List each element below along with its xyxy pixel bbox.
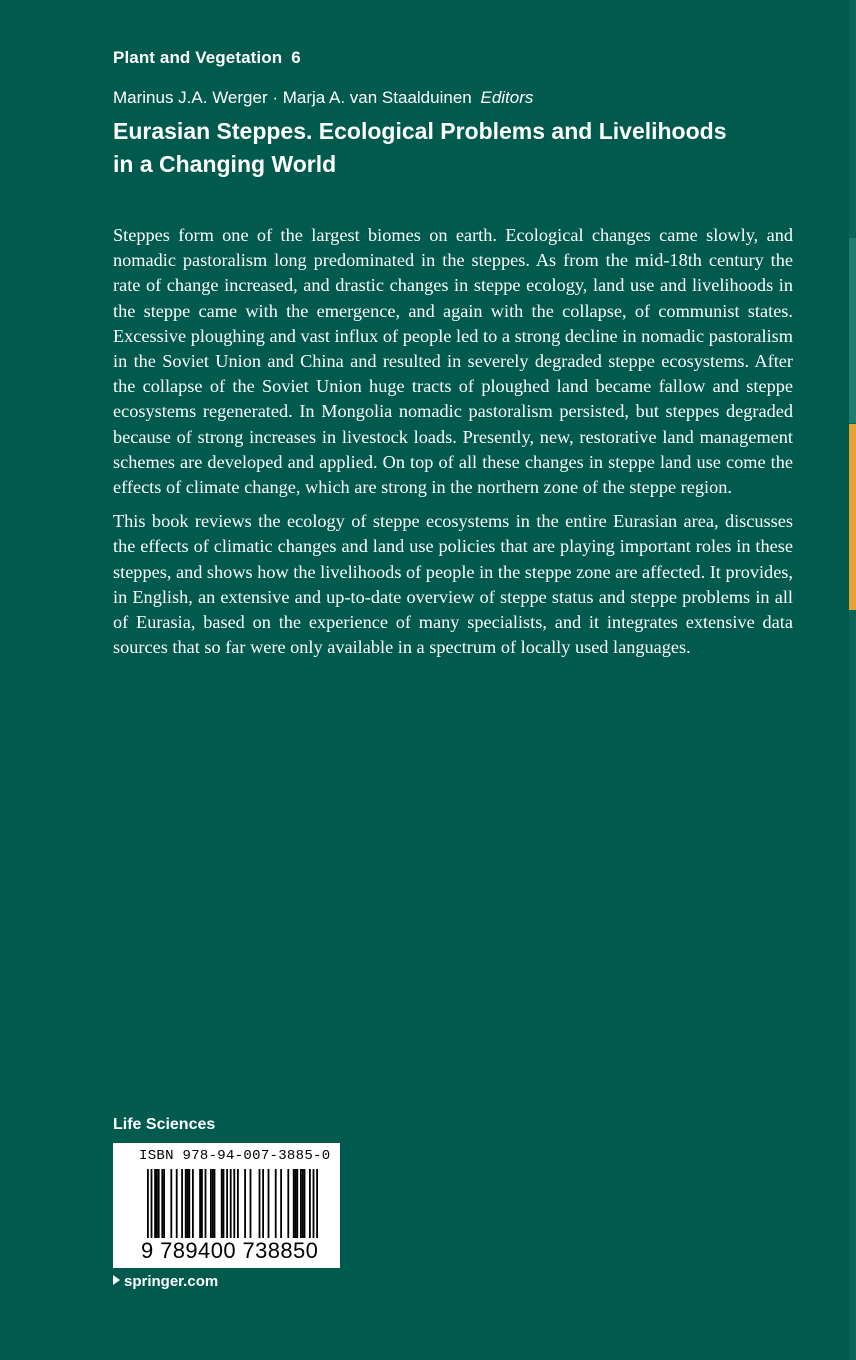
spine-edge-strip xyxy=(849,0,856,1360)
spine-teal-band xyxy=(849,238,856,423)
barcode-bar xyxy=(226,1169,228,1243)
series-title xyxy=(113,48,301,68)
barcode-bar xyxy=(293,1169,295,1243)
barcode-bar xyxy=(210,1169,212,1243)
barcode-bar xyxy=(176,1169,178,1243)
book-title-line1: Eurasian Steppes. Ecological Problems and Livelihoods xyxy=(113,118,727,144)
barcode-bar xyxy=(161,1169,163,1243)
barcode-bar xyxy=(237,1169,239,1243)
barcode-bar xyxy=(295,1169,297,1243)
editor-names: Marinus J.A. Werger · Marja A. van Staalduinen xyxy=(113,88,472,107)
series-volume: 6 xyxy=(291,48,301,67)
barcode-bar xyxy=(275,1169,277,1243)
springer-link[interactable] xyxy=(113,1273,218,1290)
barcode-bar xyxy=(163,1169,165,1243)
barcode-bar xyxy=(304,1169,306,1243)
barcode-bar xyxy=(212,1169,214,1243)
editors-role: Editors xyxy=(480,88,534,107)
springer-link-text: springer.com xyxy=(124,1273,219,1290)
blurb-paragraph-1: Steppes form one of the largest biomes on earth. Ecological changes came slowly, and nomadic pastoralism long predominated in the steppes. As from the mid-18th century the rate of change increased, and drastic changes in steppe ecology, land use and livelihoods in the steppe came with the emergence, and again with the collapse, of communist states. Excessive ploughing and vast influx of people led to a strong decline in nomadic pastoralism in the Soviet Union and China and resulted in severely degraded steppe ecosystems. After the collapse of the Soviet Union huge tracts of ploughed land became fallow and steppe ecosystems regenerated. In Mongolia nomadic pastoralism persisted, but steppes degraded because of strong increases in livestock loads. Presently, new, restorative land management schemes are developed and applied. On top of all these changes in steppe land use come the effects of climate change, which are strong in the northern zone of the steppe region. xyxy=(113,225,793,498)
barcode-bar xyxy=(188,1169,190,1243)
barcode-bar xyxy=(205,1169,207,1243)
barcode-bar xyxy=(309,1169,311,1243)
isbn-barcode xyxy=(113,1143,340,1268)
blurb-paragraph-2: This book reviews the ecology of steppe ecosystems in the entire Eurasian area, discusses the effects of climatic changes and land use policies that are playing important roles in these steppes, and shows how the livelihoods of people in the steppe zone are affected. It provides, in English, an extensive and up-to-date overview of steppe status and steppe problems in all of Eurasia, based on the experience of many specialists, and it integrates extensive data sources that so far were only available in a spectrum of locally used languages. xyxy=(113,511,793,658)
barcode-bar xyxy=(201,1169,203,1243)
series-name: Plant and Vegetation xyxy=(113,48,283,67)
barcode-bar xyxy=(259,1169,261,1243)
barcode-bar xyxy=(300,1169,302,1243)
back-cover-blurb xyxy=(113,223,793,669)
barcode-bar xyxy=(302,1169,304,1243)
barcode-bar xyxy=(287,1169,289,1243)
barcode-bar xyxy=(244,1169,246,1243)
isbn-label: ISBN 978-94-007-3885-0 xyxy=(139,1148,331,1164)
barcode-bar xyxy=(280,1169,282,1243)
barcode-bar xyxy=(262,1169,264,1243)
subject-category: Life Sciences xyxy=(113,1116,216,1133)
barcode-bar xyxy=(170,1169,172,1243)
barcode-bar xyxy=(221,1169,223,1243)
barcode-bar xyxy=(268,1169,270,1243)
spine-accent-band xyxy=(849,424,856,610)
barcode-bar xyxy=(185,1169,187,1243)
barcode-bar xyxy=(192,1169,194,1243)
barcode-bar xyxy=(156,1169,158,1243)
ean-digits: 9 789400 738850 xyxy=(141,1238,319,1263)
barcode-bar xyxy=(187,1169,189,1243)
barcode-bar xyxy=(223,1169,225,1243)
play-arrow-icon xyxy=(113,1275,120,1285)
editors-line xyxy=(113,88,533,108)
barcode-bar xyxy=(296,1169,298,1243)
barcode-bar xyxy=(250,1169,252,1243)
barcode-bar xyxy=(199,1169,201,1243)
barcode-bar xyxy=(158,1169,160,1243)
book-title xyxy=(113,115,753,181)
barcode-bar xyxy=(181,1169,183,1243)
book-title-line2: in a Changing World xyxy=(113,151,337,177)
barcode-bar xyxy=(154,1169,156,1243)
barcode-bar xyxy=(214,1169,216,1243)
